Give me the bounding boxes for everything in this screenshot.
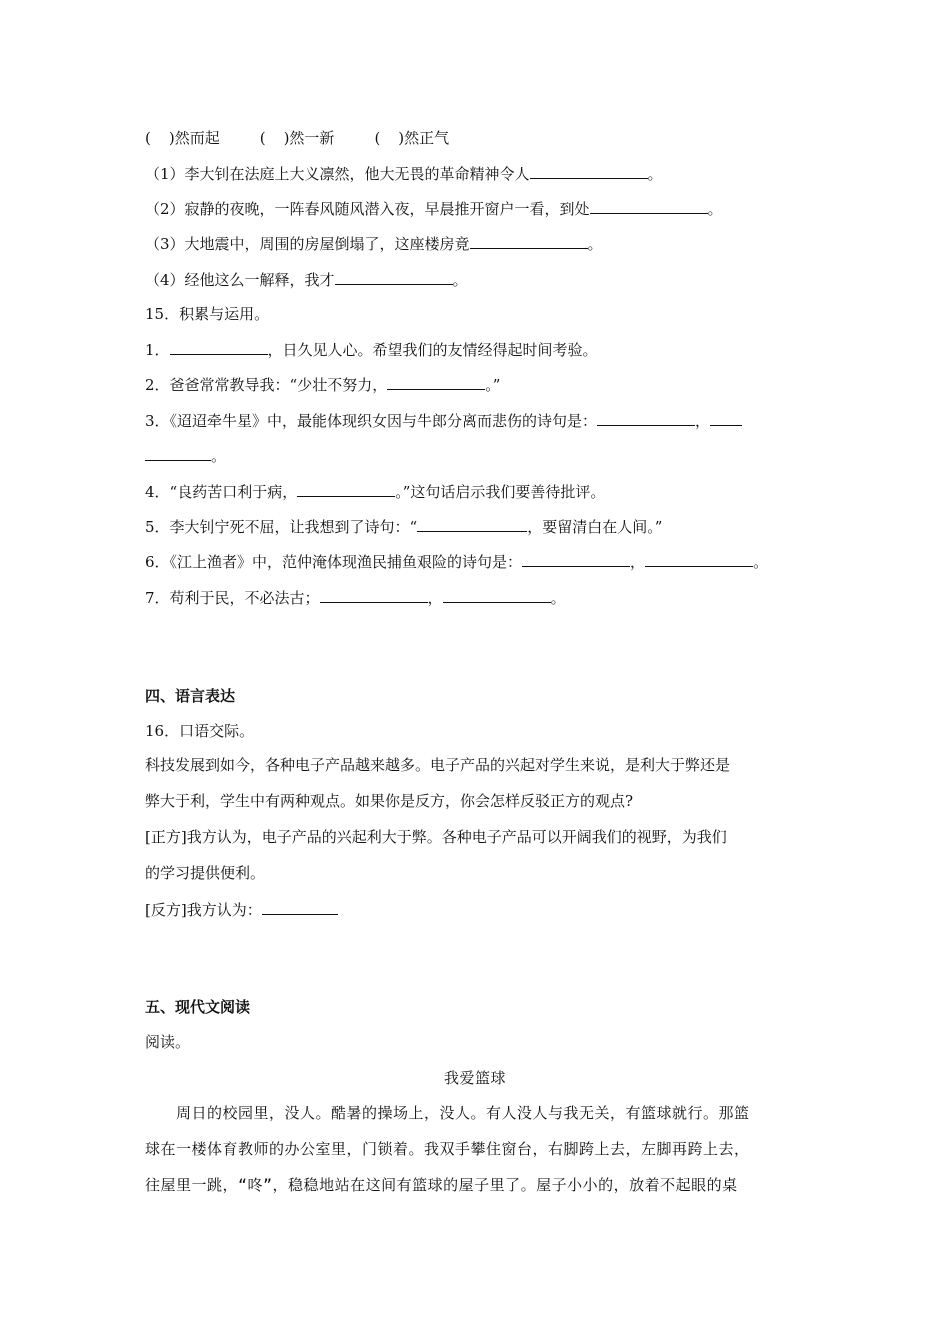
answer-blank[interactable] (645, 551, 753, 567)
q16-title: 16．口语交际。 (145, 722, 255, 740)
answer-blank[interactable] (320, 587, 428, 603)
paren-open: ( (145, 129, 151, 147)
reading-intro: 阅读。 (145, 1033, 191, 1051)
q16-paragraph-line: 科技发展到如今，各种电子产品越来越多。电子产品的兴起对学生来说，是利大于弊还是 (145, 756, 731, 774)
item-text: 3．《迢迢牵牛星》中，最能体现织女因与牛郎分离而悲伤的诗句是： (145, 412, 598, 430)
q15-title: 15．积累与运用。 (145, 305, 270, 323)
answer-blank[interactable] (417, 516, 527, 532)
fill-item-1 (145, 163, 663, 184)
q15-line-2 (145, 374, 500, 395)
item-end: 。 (707, 200, 723, 218)
item-text: （4）经他这么一解释，我才 (145, 271, 335, 289)
item-text: 6．《江上渔者》中，范仲淹体现渔民捕鱼艰险的诗句是： (145, 553, 523, 571)
answer-blank[interactable] (387, 374, 485, 390)
paren-open: ( (259, 129, 266, 147)
answer-blank[interactable] (443, 587, 551, 603)
item-text: ，要留清白在人间。” (527, 518, 663, 536)
option-3: )然正气 (398, 129, 450, 147)
fill-item-4 (145, 269, 468, 290)
item-end: 。 (550, 589, 566, 607)
answer-blank[interactable] (590, 198, 708, 214)
answer-blank[interactable] (297, 481, 395, 497)
section-5-heading: 五、现代文阅读 (145, 998, 251, 1016)
paren-open: ( (374, 129, 381, 147)
item-text: 4．“良药苦口利于病， (145, 483, 298, 501)
item-end: 。 (647, 165, 663, 183)
item-end: 。 (587, 235, 603, 253)
q15-line-4 (145, 481, 605, 502)
answer-blank[interactable] (145, 445, 211, 461)
q16-paragraph-line: [正方]我方认为，电子产品的兴起利大于弊。各种电子产品可以开阔我们的视野，为我们 (145, 828, 727, 846)
item-comma: ， (427, 589, 443, 607)
item-text: 。”这句话启示我们要善待批评。 (395, 483, 606, 501)
answer-blank[interactable] (470, 233, 588, 249)
item-text: （3）大地震中，周围的房屋倒塌了，这座楼房竟 (145, 235, 470, 253)
item-text: （2）寂静的夜晚，一阵春风随风潜入夜，早晨推开窗户一看，到处 (145, 200, 590, 218)
q15-line-7 (145, 587, 566, 608)
q15-line-5 (145, 516, 662, 537)
q15-line-1 (145, 339, 598, 360)
item-text: 7．苟利于民，不必法古； (145, 589, 320, 607)
item-text: ，日久见人心。希望我们的友情经得起时间考验。 (267, 341, 598, 359)
item-end: 。 (753, 553, 769, 571)
q16-paragraph-line: 的学习提供便利。 (145, 864, 266, 882)
answer-blank[interactable] (530, 163, 648, 179)
story-line: 球在一楼体育教师的办公室里，门锁着。我双手攀住窗台，右脚跨上去，左脚再跨上去， (145, 1140, 750, 1158)
story-title: 我爱篮球 (443, 1069, 506, 1087)
item-text: （1）李大钊在法庭上大义凛然，他大无畏的革命精神令人 (145, 165, 530, 183)
answer-blank[interactable] (335, 269, 453, 285)
answer-blank[interactable] (170, 339, 268, 355)
q16-answer-line (145, 899, 338, 920)
q15-line-6 (145, 551, 768, 572)
item-comma: ， (695, 412, 711, 430)
option-2: )然一新 (283, 129, 335, 147)
options-line (145, 128, 449, 148)
q15-line-3 (145, 410, 742, 431)
story-line: 周日的校园里，没人。酷暑的操场上，没人。有人没人与我无关，有篮球就行。那篮 (176, 1104, 750, 1122)
item-text: 5．李大钊宁死不屈，让我想到了诗句：“ (145, 518, 418, 536)
story-line: 往屋里一跳，“咚”，稳稳地站在这间有篮球的屋子里了。屋子小小的，放着不起眼的桌 (145, 1176, 738, 1194)
item-number: 1． (145, 341, 170, 359)
item-end: 。 (211, 447, 227, 465)
answer-blank[interactable] (522, 551, 630, 567)
q16-paragraph-line: 弊大于利，学生中有两种观点。如果你是反方，你会怎样反驳正方的观点? (145, 792, 634, 810)
section-4-heading: 四、语言表达 (145, 687, 236, 705)
q15-line-3-cont (145, 445, 226, 466)
answer-blank[interactable] (597, 410, 695, 426)
item-text: 2．爸爸常常教导我：“少壮不努力， (145, 376, 388, 394)
item-end: 。” (485, 376, 501, 394)
item-end: 。 (452, 271, 468, 289)
item-comma: ， (630, 553, 646, 571)
option-1: )然而起 (168, 129, 220, 147)
answer-blank[interactable] (710, 410, 742, 426)
answer-blank[interactable] (262, 899, 338, 915)
item-text: [反方]我方认为： (145, 901, 262, 919)
fill-item-3 (145, 233, 603, 254)
fill-item-2 (145, 198, 723, 219)
